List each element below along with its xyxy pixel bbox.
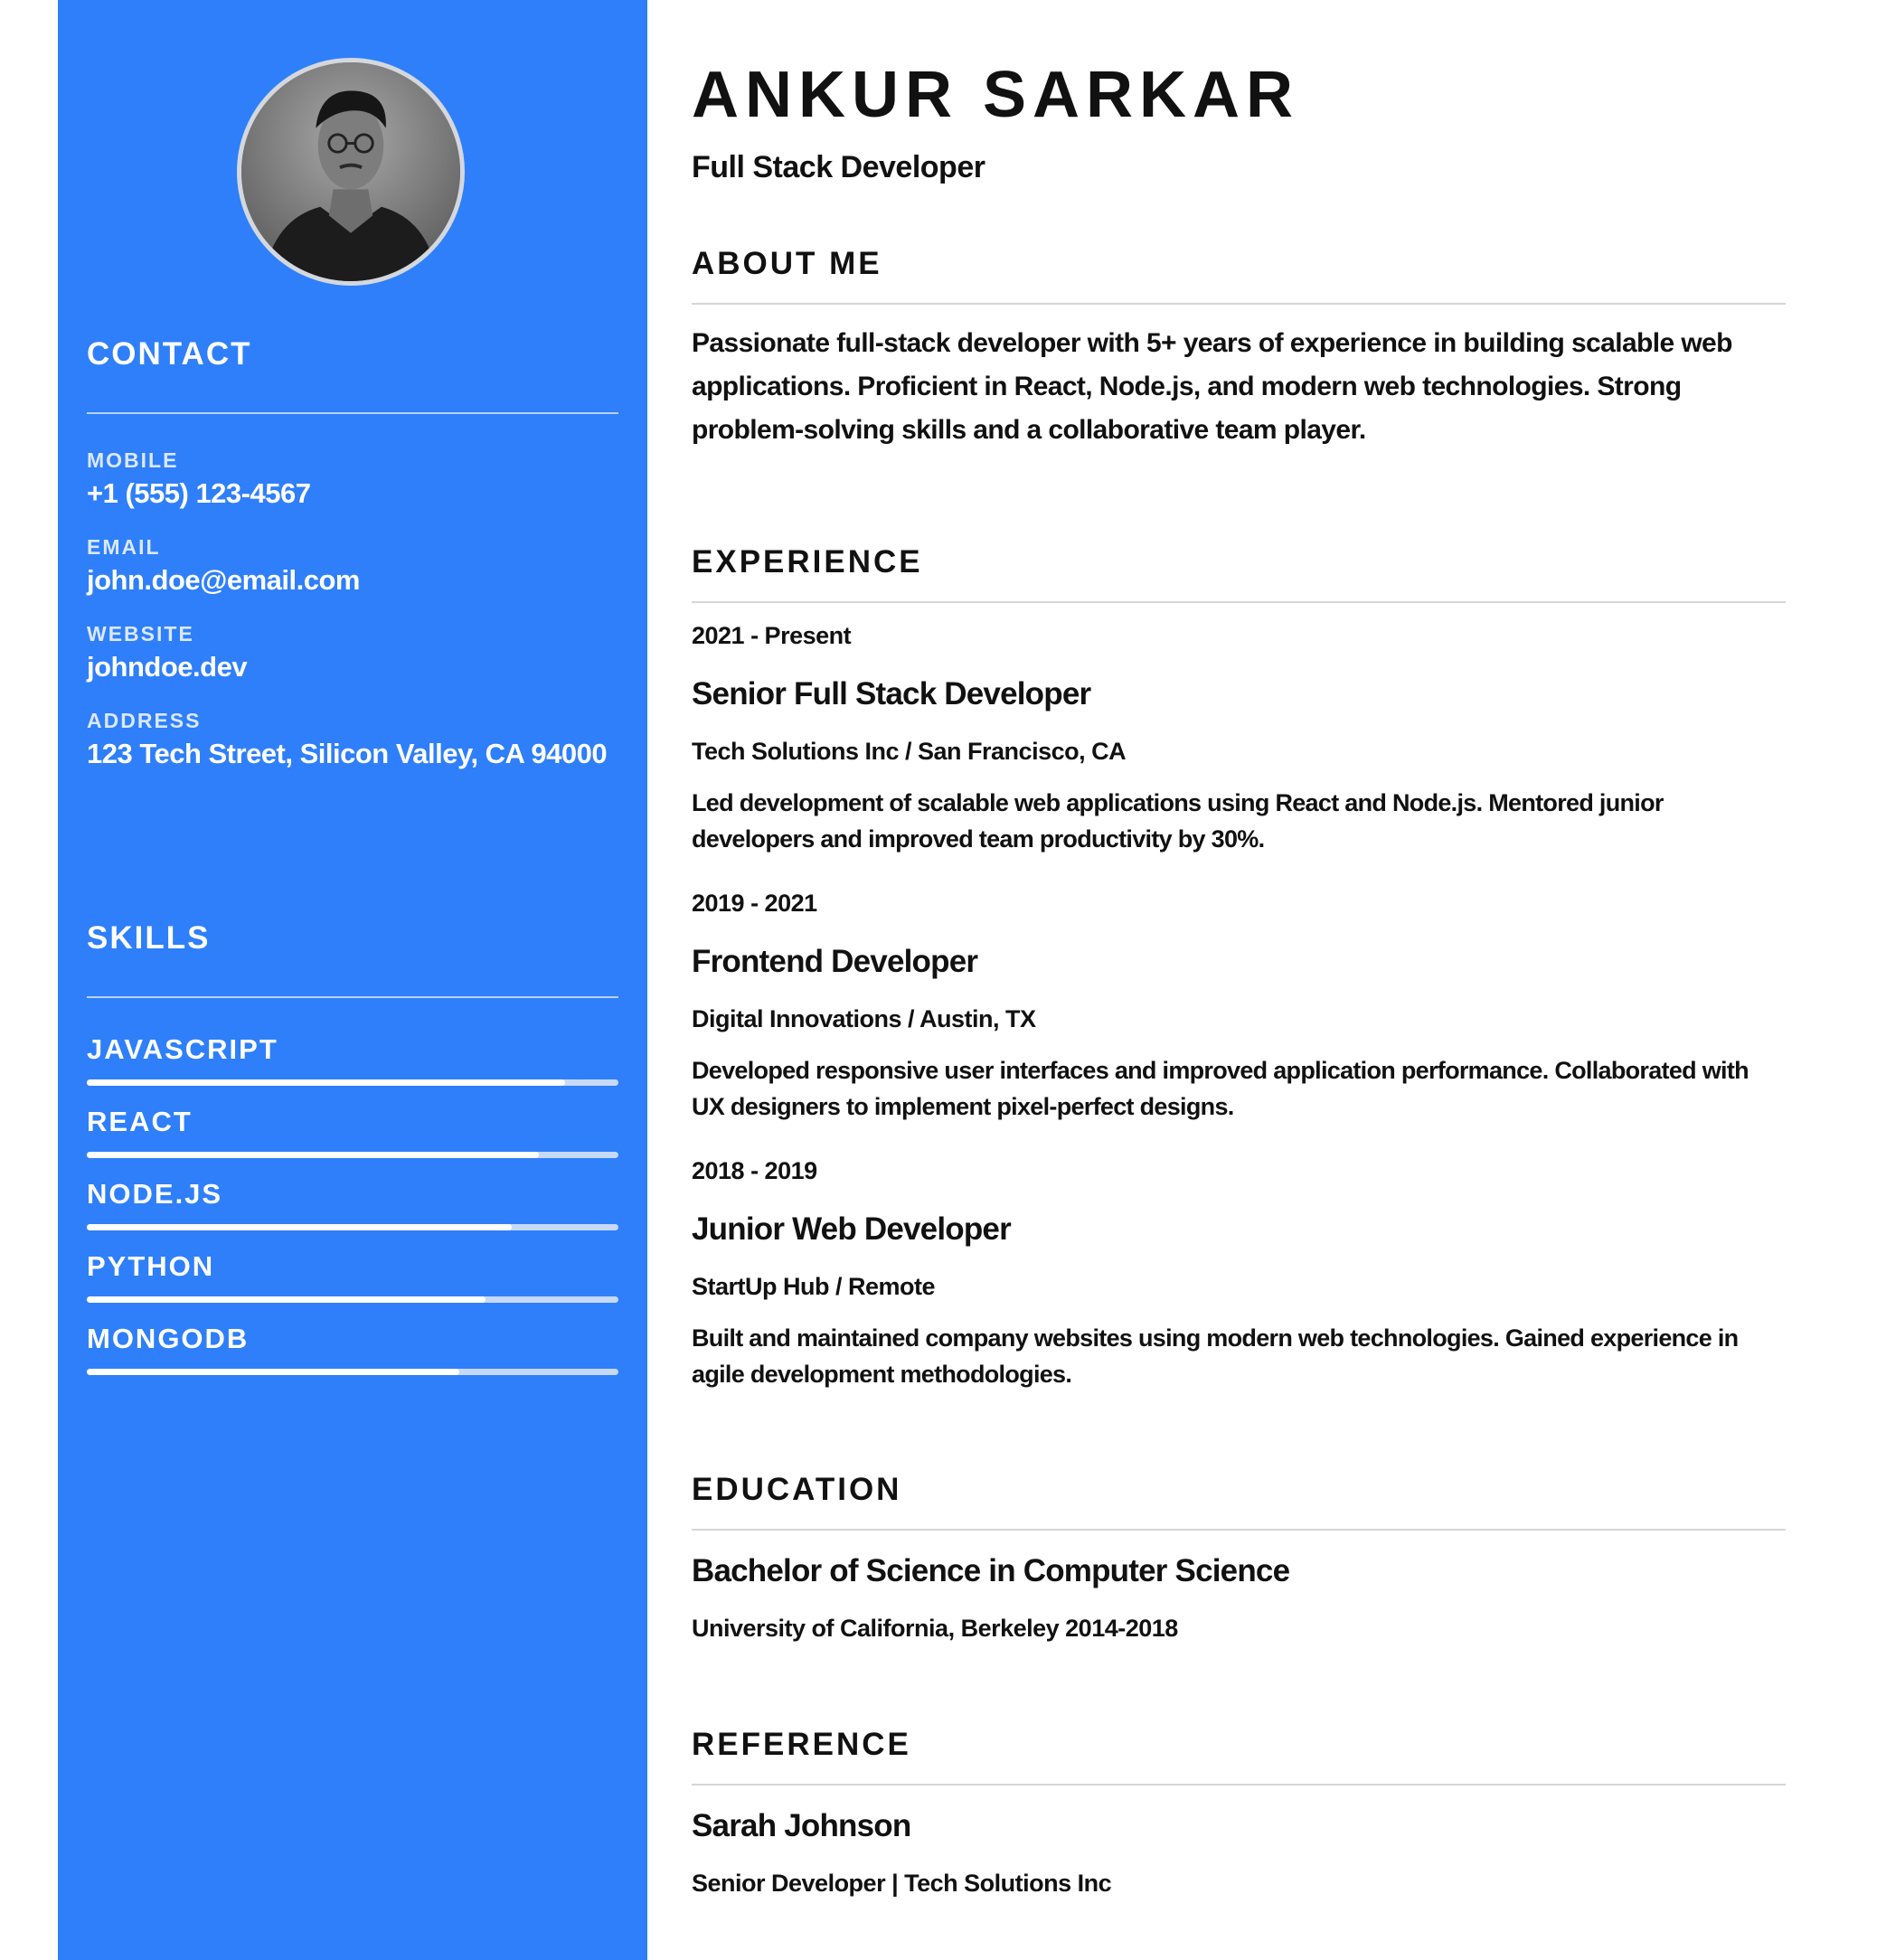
about-heading: ABOUT ME (692, 246, 882, 281)
skills-heading: SKILLS (87, 920, 211, 956)
address-value: 123 Tech Street, Silicon Valley, CA 94000 (87, 738, 608, 769)
job-company: Digital Innovations / Austin, TX (692, 1005, 1036, 1032)
skill-name: PYTHON (87, 1250, 215, 1282)
skill-bar-fill (87, 1079, 565, 1086)
skill-name: REACT (87, 1106, 193, 1137)
mobile-label: MOBILE (87, 448, 179, 472)
skill-bar-fill (87, 1296, 486, 1303)
skill-bar-track (87, 1152, 618, 1158)
skill-bar-track (87, 1079, 618, 1086)
skill-react (87, 1107, 618, 1158)
job-period: 2021 - Present (692, 622, 852, 649)
skill-javascript (87, 1034, 618, 1086)
skill-python (87, 1251, 618, 1303)
job-company: StartUp Hub / Remote (692, 1273, 936, 1300)
job-title: Senior Full Stack Developer (692, 676, 1091, 711)
skill-name: JAVASCRIPT (87, 1033, 278, 1065)
job-period: 2018 - 2019 (692, 1157, 817, 1184)
skill-bar-track (87, 1296, 618, 1303)
reference-heading: REFERENCE (692, 1727, 911, 1762)
skill-bar-track (87, 1369, 618, 1375)
experience-heading: EXPERIENCE (692, 544, 923, 580)
mobile-value: +1 (555) 123-4567 (87, 477, 311, 509)
about-divider (692, 303, 1786, 305)
sidebar (58, 0, 647, 1960)
email-label: EMAIL (87, 535, 161, 559)
website-value: johndoe.dev (87, 651, 248, 683)
candidate-name: ANKUR SARKAR (692, 59, 1299, 131)
education-divider (692, 1529, 1786, 1531)
contact-heading: CONTACT (87, 336, 252, 372)
reference-name: Sarah Johnson (692, 1808, 911, 1843)
experience-divider (692, 601, 1786, 603)
education-degree: Bachelor of Science in Computer Science (692, 1553, 1290, 1588)
skill-name: NODE.JS (87, 1178, 223, 1210)
skill-bar-fill (87, 1369, 459, 1375)
job-description: Led development of scalable web applications using React and Node.js. Mentored junior developers and improved team productivity by 30%. (692, 789, 1664, 853)
skill-bar-track (87, 1224, 618, 1230)
about-text: Passionate full-stack developer with 5+ years of experience in building scalable web applications. Proficient in React, Node.js, and modern web technologies. Strong problem-solving skills and a collaborative team player. (692, 328, 1732, 445)
education-school: University of California, Berkeley 2014-2018 (692, 1615, 1178, 1642)
contact-divider (87, 412, 618, 414)
skill-nodejs (87, 1179, 618, 1230)
reference-detail: Senior Developer | Tech Solutions Inc (692, 1870, 1112, 1897)
skill-mongodb (87, 1324, 618, 1375)
job-description: Built and maintained company websites using modern web technologies. Gained experience in agile development methodologies. (692, 1324, 1739, 1388)
skills-divider (87, 996, 618, 998)
person-portrait-icon (241, 62, 460, 281)
job-title: Junior Web Developer (692, 1211, 1011, 1247)
skill-bar-fill (87, 1224, 512, 1230)
reference-divider (692, 1784, 1786, 1786)
job-company: Tech Solutions Inc / San Francisco, CA (692, 738, 1127, 765)
job-period: 2019 - 2021 (692, 890, 817, 917)
candidate-role: Full Stack Developer (692, 150, 985, 184)
education-heading: EDUCATION (692, 1472, 902, 1507)
skill-bar-fill (87, 1152, 539, 1158)
website-label: WEBSITE (87, 622, 194, 645)
job-description: Developed responsive user interfaces and improved application performance. Collaborated with UX designers to implement pixel-perfect designs. (692, 1057, 1749, 1120)
email-value: john.doe@email.com (87, 564, 360, 596)
profile-photo (237, 58, 465, 286)
skill-name: MONGODB (87, 1323, 250, 1354)
address-label: ADDRESS (87, 709, 202, 732)
job-title: Frontend Developer (692, 944, 978, 979)
